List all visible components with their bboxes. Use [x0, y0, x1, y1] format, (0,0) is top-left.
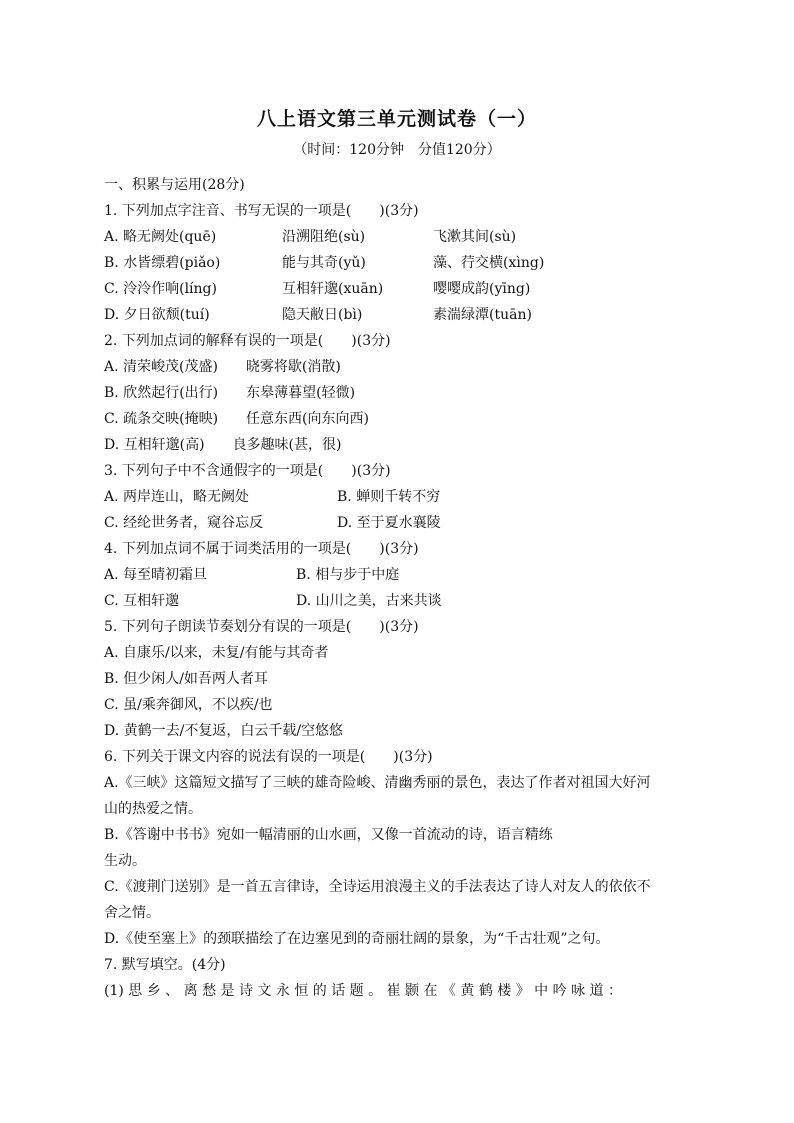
- q5-option-b: B. 但少闲人/如吾两人者耳: [104, 671, 268, 687]
- q6-option-b-line2: 生动。: [104, 853, 146, 869]
- q6-option-a-line1: A.《三峡》这篇短文描写了三峡的雄奇险峻、清幽秀丽的景色，表达了作者对祖国大好河: [104, 775, 651, 791]
- q1-option-b-1: B. 水皆缥碧(piǎo): [104, 255, 221, 271]
- question-7-stem: 7. 默写填空。(4分): [104, 957, 226, 973]
- q1-option-a-2: 沿溯阻绝(sù): [282, 229, 366, 245]
- q6-option-d: D.《使至塞上》的颈联描绘了在边塞见到的奇丽壮阔的景象，为“千古壮观”之句。: [104, 931, 610, 947]
- q2-option-c: C. 疏条交映(掩映) 任意东西(向东向西): [104, 411, 369, 427]
- q1-option-b-3: 藻、荇交横(xìng): [433, 255, 545, 271]
- question-2-stem: 2. 下列加点词的解释有误的一项是( )(3分): [104, 333, 391, 349]
- q1-option-c-3: 嘤嘤成韵(yīng): [433, 281, 531, 297]
- q1-option-d-1: D. 夕日欲颓(tuí): [104, 307, 210, 323]
- q1-option-a-1: A. 略无阙处(quē): [104, 229, 217, 245]
- q3-option-b: B. 蝉则千转不穷: [337, 489, 441, 505]
- q7-part-1: (1) 思 乡 、 离 愁 是 诗 文 永 恒 的 话 题 。 崔 颢 在 《 黄 鹤 楼 》 中 吟 咏 道 ：: [104, 983, 622, 999]
- q1-option-d-3: 素湍绿潭(tuān): [433, 307, 532, 323]
- section-heading: 一、积累与运用(28分): [104, 177, 245, 193]
- q5-option-d: D. 黄鹤一去/不复返，白云千载/空悠悠: [104, 723, 344, 739]
- q1-option-c-2: 互相轩邈(xuān): [282, 281, 384, 297]
- q6-option-c-line2: 舍之情。: [104, 905, 160, 921]
- q3-option-c: C. 经纶世务者，窥谷忘反: [104, 515, 264, 531]
- q6-option-a-line2: 山的热爱之情。: [104, 801, 202, 817]
- q3-option-a: A. 两岸连山，略无阙处: [104, 489, 250, 505]
- q3-option-d: D. 至于夏水襄陵: [337, 515, 441, 531]
- q1-option-a-3: 飞漱其间(sù): [433, 229, 517, 245]
- page-subtitle: （时间：120分钟 分值120分）: [293, 142, 501, 158]
- q4-option-b: B. 相与步于中庭: [296, 567, 400, 583]
- question-5-stem: 5. 下列句子朗读节奏划分有误的一项是( )(3分): [104, 619, 419, 635]
- question-4-stem: 4. 下列加点词不属于词类活用的一项是( )(3分): [104, 541, 419, 557]
- q4-option-c: C. 互相轩邈: [104, 593, 180, 609]
- q2-option-b: B. 欣然起行(出行) 东皋薄暮望(轻微): [104, 385, 356, 401]
- question-6-stem: 6. 下列关于课文内容的说法有误的一项是( )(3分): [104, 749, 433, 765]
- page-title: 八上语文第三单元测试卷（一）: [256, 108, 537, 130]
- question-1-stem: 1. 下列加点字注音、书写无误的一项是( )(3分): [104, 203, 419, 219]
- q1-option-b-2: 能与其奇(yǔ): [282, 255, 366, 271]
- q1-option-d-2: 隐天敝日(bì): [282, 307, 363, 323]
- q5-option-c: C. 虽/乘奔御风，不以疾/也: [104, 697, 273, 713]
- q4-option-d: D. 山川之美，古来共谈: [296, 593, 442, 609]
- q5-option-a: A. 自康乐/以来，未复/有能与其奇者: [104, 645, 329, 661]
- q6-option-b-line1: B.《答谢中书书》宛如一幅清丽的山水画，又像一首流动的诗，语言精练: [104, 827, 553, 843]
- q6-option-c-line1: C.《渡荆门送别》是一首五言律诗，全诗运用浪漫主义的手法表达了诗人对友人的依依不: [104, 879, 651, 895]
- q1-option-c-1: C. 泠泠作响(líng): [104, 281, 217, 297]
- q4-option-a: A. 每至晴初霜旦: [104, 567, 208, 583]
- q2-option-a: A. 清荣峻茂(茂盛) 晓雾将歇(消散): [104, 359, 341, 375]
- question-3-stem: 3. 下列句子中不含通假字的一项是( )(3分): [104, 463, 391, 479]
- q2-option-d: D. 互相轩邈(高) 良多趣味(甚，很): [104, 437, 342, 453]
